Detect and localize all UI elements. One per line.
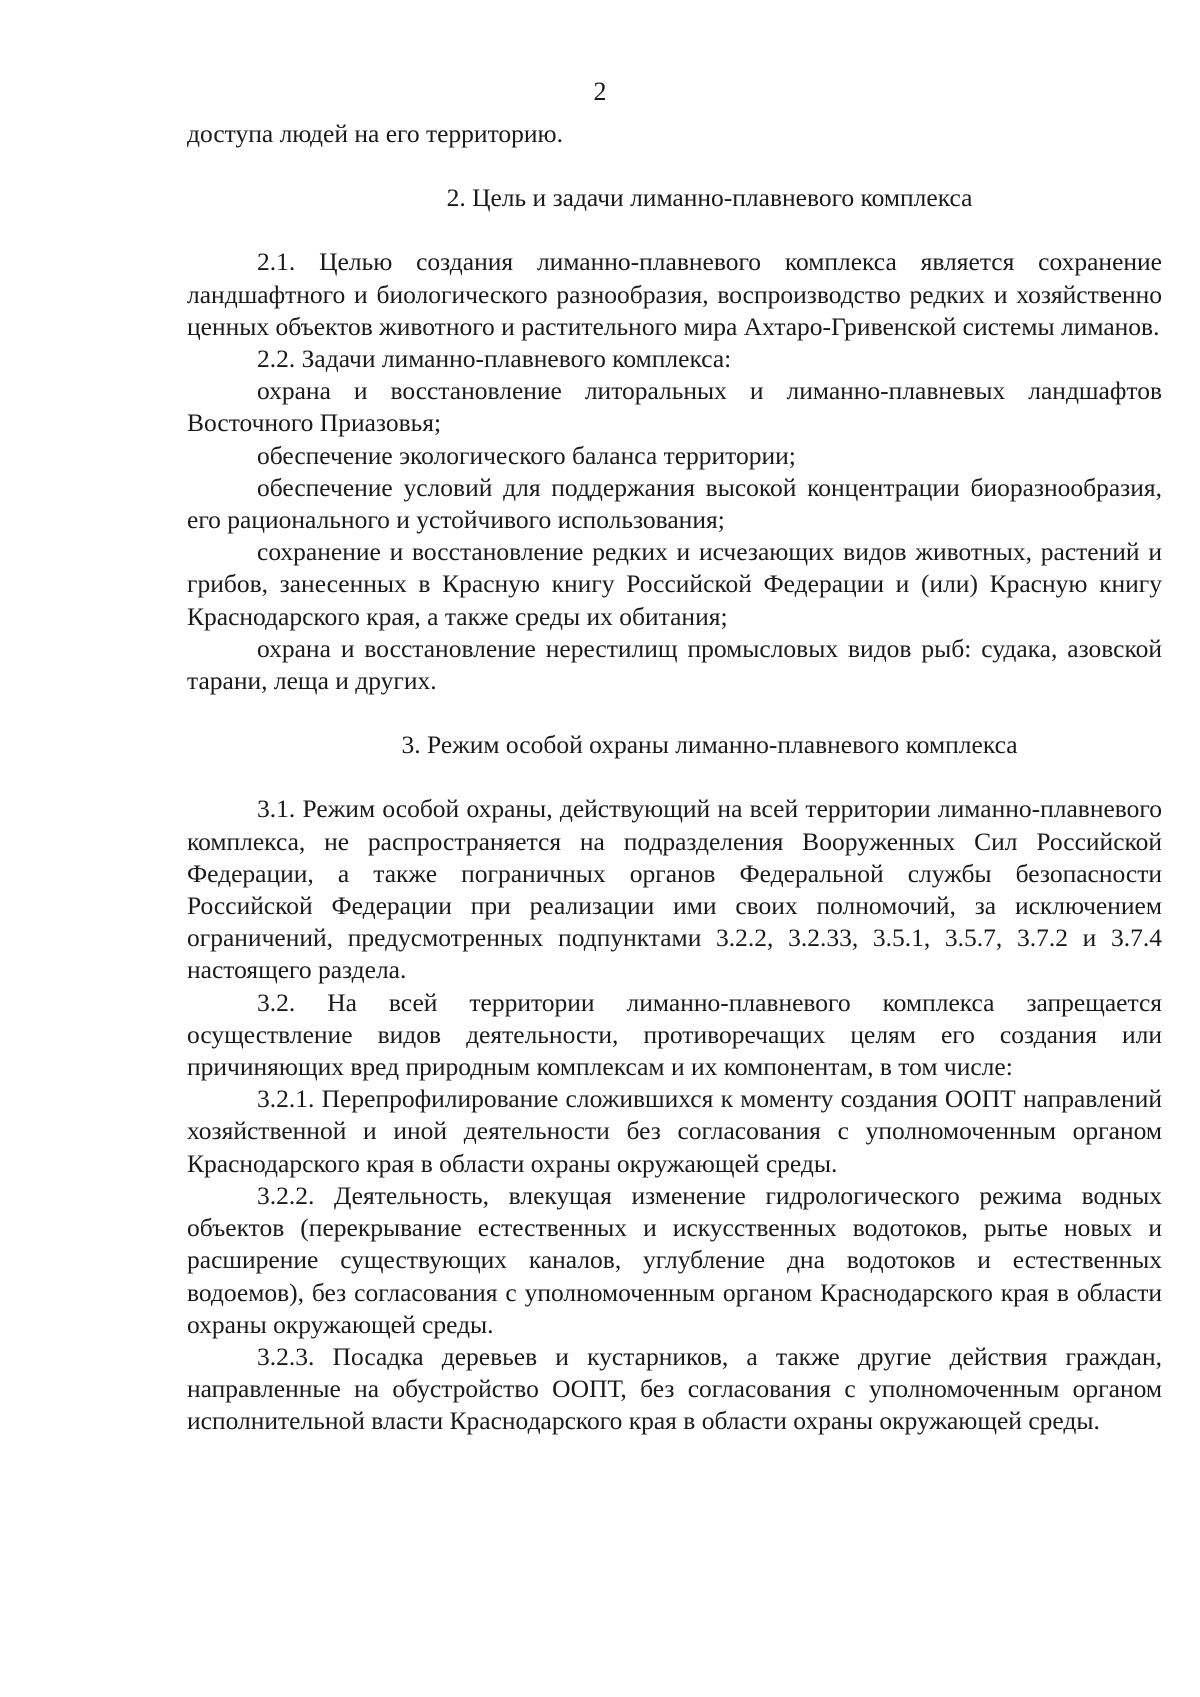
paragraph-3-2: 3.2. На всей территории лиманно-плавневого комплекса запрещается осуществление видов деятельности, противоречащих целям его создания или причиняющих вред природным комплексам и их компонентам, в том числе: [187, 987, 1162, 1082]
paragraph-3-2-2: 3.2.2. Деятельность, влекущая изменение гидрологического режима водных объектов (перекрывание естественных и искусственных водотоков, рытье новых и расширение существующих каналов, углубление дна водотоков и естественных водоемов), без согласования с уполномоченным органом Краснодарского края в области охраны окружающей среды. [187, 1180, 1162, 1339]
paragraph-2-2: 2.2. Задачи лиманно-плавневого комплекса: [257, 344, 732, 374]
paragraph-3-1: 3.1. Режим особой охраны, действующий на всей территории лиманно-плавневого комплекса, не распространяется на подразделения Вооруженных Сил Российской Федерации, а также пограничных органов Федеральной службы безопасности Российской Федерации при реализации ими своих полномочий, за исключением ограничений, предусмотренных подпунктами 3.2.2, 3.2.33, 3.5.1, 3.5.7, 3.7.2 и 3.7.4 настоящего раздела. [187, 794, 1162, 985]
list-item-2-2-e: охрана и восстановление нерестилищ промысловых видов рыб: судака, азовской тарани, леща и других. [187, 633, 1162, 696]
list-item-2-2-a: охрана и восстановление литоральных и лиманно-плавневых ландшафтов Восточного Приазовья; [187, 376, 1162, 438]
section-heading-2: 2. Цель и задачи лиманно-плавневого комплекса [446, 183, 973, 213]
paragraph-3-2-1: 3.2.1. Перепрофилирование сложившихся к моменту создания ООПТ направлений хозяйственной и иной деятельности без согласования с уполномоченным органом Краснодарского края в области охраны окружающей среды. [187, 1084, 1162, 1178]
list-item-2-2-b: обеспечение экологического баланса территории; [257, 440, 796, 470]
paragraph-3-2-3: 3.2.3. Посадка деревьев и кустарников, а также другие действия граждан, направленные на обустройство ООПТ, без согласования с уполномоченным органом исполнительной власти Краснодарского края в области охраны окружающей среды. [187, 1341, 1162, 1436]
paragraph-2-1: 2.1. Целью создания лиманно-плавневого комплекса является сохранение ландшафтного и биологического разнообразия, воспроизводство редких и хозяйственно ценных объектов животного и растительного мира Ахтаро-Гривенской системы лиманов. [187, 247, 1162, 341]
list-item-2-2-d: сохранение и восстановление редких и исчезающих видов животных, растений и грибов, занесенных в Красную книгу Российской Федерации и (или) Красную книгу Краснодарского края, а также среды их обитания; [187, 537, 1162, 631]
paragraph-continuation: доступа людей на его территорию. [187, 119, 563, 148]
list-item-2-2-c: обеспечение условий для поддержания высокой концентрации биоразнообразия, его рационального и устойчивого использования; [187, 472, 1162, 535]
document-body [187, 118, 1162, 1438]
page-number: 2 [593, 77, 607, 106]
section-heading-3: 3. Режим особой охраны лиманно-плавневого комплекса [401, 730, 1018, 760]
